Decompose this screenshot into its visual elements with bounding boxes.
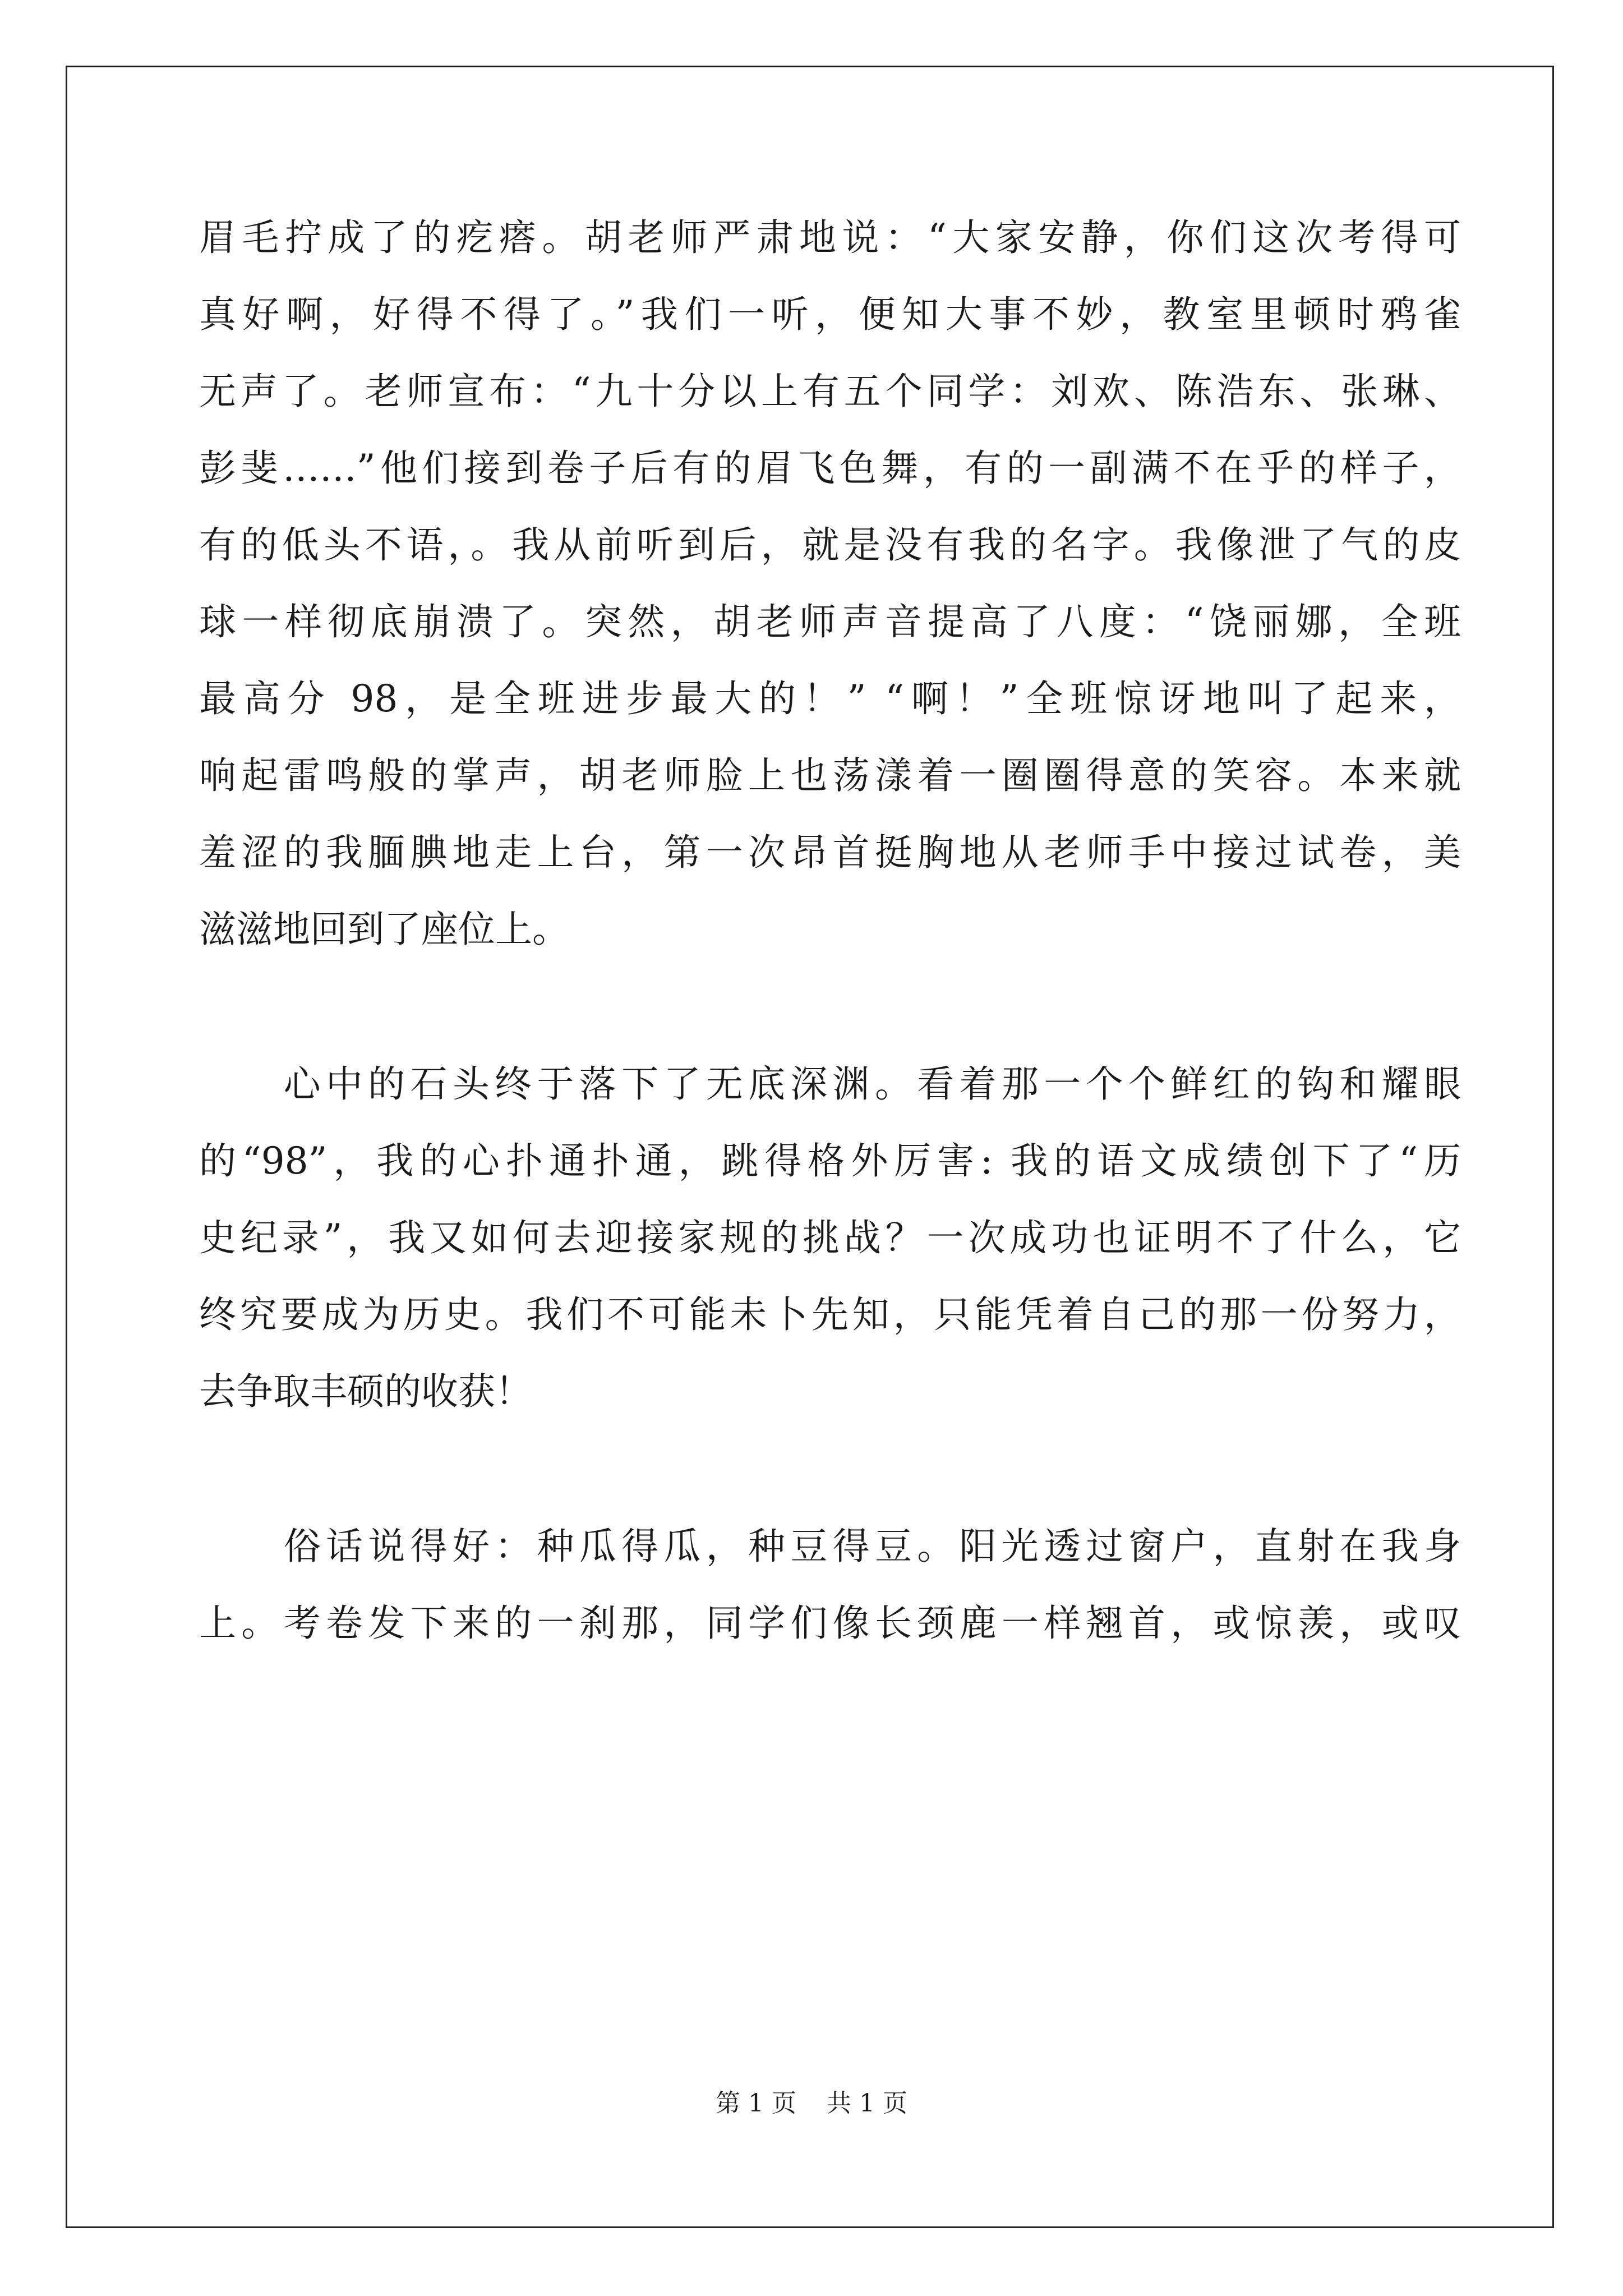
text-line: 球一样彻底崩溃了。突然，胡老师声音提高了八度：“饶丽娜，全班 — [199, 600, 1461, 643]
text-line: 滋滋地回到了座位上。 — [199, 908, 569, 951]
text-line: 真好啊，好得不得了。”我们一听，便知大事不妙，教室里顿时鸦雀 — [199, 293, 1461, 336]
page-total: 共 1 页 — [827, 2089, 907, 2118]
text-line: 羞涩的我腼腆地走上台，第一次昂首挺胸地从老师手中接过试卷，美 — [199, 831, 1461, 874]
text-line: 响起雷鸣般的掌声，胡老师脸上也荡漾着一圈圈得意的笑容。本来就 — [199, 754, 1461, 797]
text-line: 终究要成为历史。我们不可能未卜先知，只能凭着自己的那一份努力， — [199, 1293, 1461, 1336]
text-line: 眉毛拧成了的疙瘩。胡老师严肃地说：“大家安静，你们这次考得可 — [199, 216, 1461, 259]
text-line: 史纪录”，我又如何去迎接家规的挑战？一次成功也证明不了什么，它 — [199, 1216, 1461, 1259]
paragraph-spacer — [199, 1430, 1461, 1508]
text-line: 上。考卷发下来的一刹那，同学们像长颈鹿一样翘首，或惊羡，或叹 — [199, 1602, 1461, 1645]
text-line: 心中的石头终于落下了无底深渊。看着那一个个鲜红的钩和耀眼 — [199, 1062, 1461, 1106]
page-footer — [0, 2087, 1623, 2120]
text-line: 无声了。老师宣布：“九十分以上有五个同学：刘欢、陈浩东、张琳、 — [199, 370, 1461, 413]
text-line: 去争取丰硕的收获！ — [199, 1370, 532, 1413]
page-number: 第 1 页 — [716, 2089, 796, 2118]
text-line: 彭斐……”他们接到卷子后有的眉飞色舞，有的一副满不在乎的样子， — [199, 447, 1461, 490]
text-line: 有的低头不语，。我从前听到后，就是没有我的名字。我像泄了气的皮 — [199, 523, 1461, 567]
text-line: 最高分 98，是全班进步最大的！” “啊！”全班惊讶地叫了起来， — [199, 677, 1461, 720]
paragraph-1 — [199, 199, 1461, 968]
document-body — [199, 199, 1461, 1662]
paragraph-3 — [199, 1508, 1461, 1662]
paragraph-2 — [199, 1046, 1461, 1430]
text-line: 俗话说得好：种瓜得瓜，种豆得豆。阳光透过窗户，直射在我身 — [199, 1525, 1461, 1568]
paragraph-spacer — [199, 968, 1461, 1046]
text-line: 的“98”，我的心扑通扑通，跳得格外厉害: 我的语文成绩创下了“历 — [199, 1139, 1461, 1182]
